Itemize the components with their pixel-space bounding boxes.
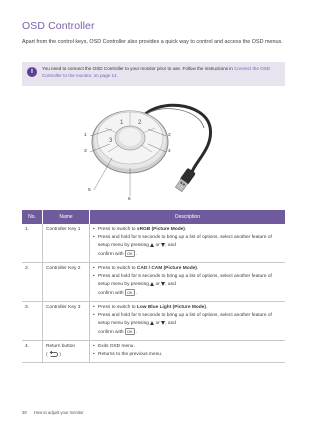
desc-confirm: confirm with OK . xyxy=(98,251,138,257)
desc-text: Press to switch to xyxy=(98,305,137,310)
footer-section: How to adjust your monitor xyxy=(33,410,84,415)
row-description xyxy=(90,341,286,363)
row-name: Controller Key 1 xyxy=(43,224,90,263)
desc-confirm: confirm with OK . xyxy=(98,329,138,335)
return-name: Return button xyxy=(46,344,76,349)
page-footer xyxy=(22,410,90,415)
desc-text: Press and hold for 5 seconds to bring up a list of options, select another feature of setup menu by pressing xyxy=(98,274,272,287)
desc-period: . xyxy=(205,305,208,310)
note-text xyxy=(42,65,281,79)
ok-key-icon: OK xyxy=(126,290,133,295)
header-description: Description xyxy=(90,210,286,224)
up-arrow-icon xyxy=(150,321,154,325)
page-number: 38 xyxy=(22,410,27,415)
desc-text: Press and hold for 5 seconds to bring up a list of options, select another feature of setup menu by pressing xyxy=(98,313,272,326)
table-row xyxy=(22,341,285,363)
osd-controller-figure xyxy=(80,92,240,207)
up-arrow-icon xyxy=(150,282,154,286)
up-arrow-icon xyxy=(150,243,154,247)
desc-line xyxy=(93,312,282,328)
desc-line: • Returns to the previous menu. xyxy=(93,351,282,359)
page-title: OSD Controller xyxy=(22,20,95,32)
note-box xyxy=(22,62,285,86)
desc-line xyxy=(93,234,282,250)
desc-line xyxy=(93,265,282,273)
desc-text: Press and hold for 5 seconds to bring up a list of options, select another feature of setup menu by pressing xyxy=(98,235,272,248)
info-icon: i xyxy=(27,67,37,77)
row-name xyxy=(43,341,90,363)
row-no: 2. xyxy=(22,263,43,302)
desc-mode: Low Blue Light (Picture Mode) xyxy=(136,305,206,310)
row-name: Controller Key 2 xyxy=(43,263,90,302)
row-name: Controller Key 3 xyxy=(43,302,90,341)
table-row xyxy=(22,302,285,341)
desc-or: or xyxy=(155,282,160,287)
desc-and: , and xyxy=(165,282,176,287)
callout-1: 1 xyxy=(84,133,87,138)
return-icon-open: ( xyxy=(46,352,48,358)
callout-3: 3 xyxy=(84,149,87,154)
svg-text:3: 3 xyxy=(109,138,113,144)
row-no: 1. xyxy=(22,224,43,263)
ok-key-icon: OK xyxy=(126,329,133,334)
desc-line xyxy=(93,273,282,289)
callout-4: 4 xyxy=(168,149,171,154)
return-arrow-icon xyxy=(49,351,58,357)
desc-text: Press to switch to xyxy=(98,227,137,232)
desc-period: . xyxy=(184,227,187,232)
note-body: You need to connect the OSD Controller to your monitor prior to use. Follow the instructions in xyxy=(42,66,235,71)
ok-key-icon: OK xyxy=(126,251,133,256)
desc-confirm-text: confirm with xyxy=(98,330,124,335)
svg-text:2: 2 xyxy=(138,120,142,126)
osd-controller-illustration xyxy=(80,92,240,207)
svg-text:1: 1 xyxy=(120,120,124,126)
row-description xyxy=(90,224,286,263)
desc-mode: sRGB (Picture Mode) xyxy=(136,227,185,232)
intro-paragraph: Apart from the control keys, OSD Controller also provides a quick way to control and access the OSD menus. xyxy=(22,39,283,45)
row-no: 3. xyxy=(22,302,43,341)
desc-or: or xyxy=(155,243,160,248)
table-header-row xyxy=(22,210,285,224)
header-no: No. xyxy=(22,210,43,224)
controller-keys-table xyxy=(22,210,285,363)
desc-and: , and xyxy=(165,321,176,326)
return-icon-close: ) xyxy=(59,352,61,358)
callout-2: 2 xyxy=(168,133,171,138)
note-link[interactable]: Connect the OSD Controller to the monitor. on page 14. xyxy=(42,66,271,78)
desc-confirm: confirm with OK . xyxy=(98,290,138,296)
desc-confirm-text: confirm with xyxy=(98,291,124,296)
table-row xyxy=(22,263,285,302)
desc-or: or xyxy=(155,321,160,326)
row-description xyxy=(90,302,286,341)
desc-mode: CAD / CAM (Picture Mode) xyxy=(136,266,197,271)
desc-and: , and xyxy=(165,243,176,248)
desc-text: Press to switch to xyxy=(98,266,137,271)
header-name: Name xyxy=(43,210,90,224)
callout-5: 5 xyxy=(88,188,91,193)
desc-line xyxy=(93,226,282,234)
row-description xyxy=(90,263,286,302)
desc-line: • Exits OSD menu. xyxy=(93,343,282,351)
desc-line xyxy=(93,304,282,312)
desc-confirm-text: confirm with xyxy=(98,252,124,257)
table-row xyxy=(22,224,285,263)
callout-6: 6 xyxy=(128,197,131,202)
desc-period: . xyxy=(196,266,199,271)
row-no: 4. xyxy=(22,341,43,363)
